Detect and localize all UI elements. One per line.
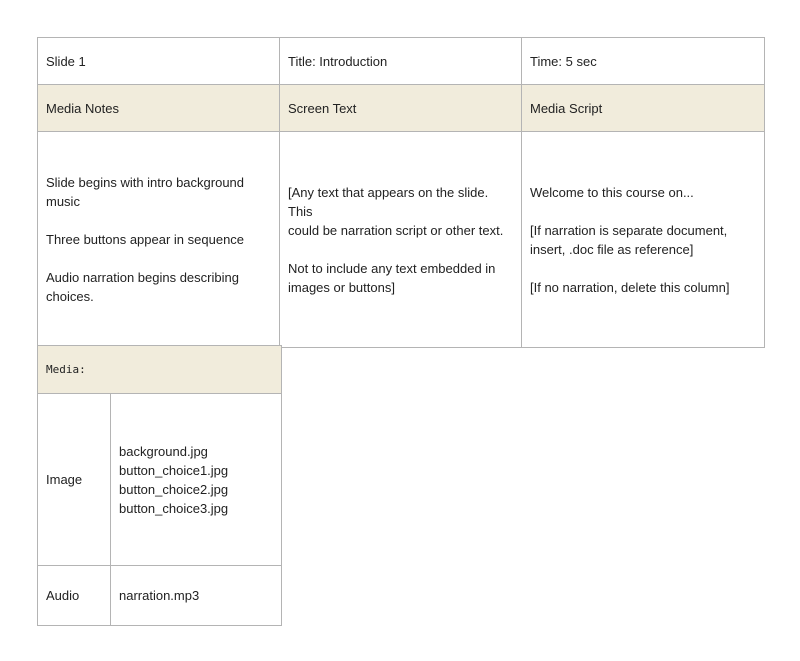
slide-time: Time: 5 sec	[522, 38, 765, 85]
image-label: Image	[38, 394, 111, 566]
image-file: button_choice1.jpg	[119, 462, 229, 478]
media-note: Slide begins with intro background music	[46, 175, 245, 209]
storyboard-table	[37, 37, 765, 348]
image-file: button_choice3.jpg	[119, 500, 229, 516]
media-table	[37, 345, 282, 626]
media-note: Three buttons appear in sequence	[46, 232, 245, 247]
slide-title: Title: Introduction	[280, 38, 522, 85]
column-header-row	[38, 85, 765, 132]
content-row	[38, 132, 765, 348]
media-script-paragraph: [If narration is separate document, insert, .doc file as reference]	[530, 222, 728, 257]
image-file-list	[119, 442, 273, 518]
media-notes-header: Media Notes	[38, 85, 280, 132]
slide-number: Slide 1	[38, 38, 280, 85]
media-header: Media:	[38, 346, 282, 394]
audio-file: narration.mp3	[111, 566, 282, 626]
media-script-header: Media Script	[522, 85, 765, 132]
media-script-paragraph: [If no narration, delete this column]	[530, 279, 730, 295]
image-file: button_choice2.jpg	[119, 481, 229, 497]
image-files-cell	[111, 394, 282, 566]
screen-text-header: Screen Text	[280, 85, 522, 132]
media-script-cell	[522, 132, 765, 348]
audio-row	[38, 566, 282, 626]
image-file: background.jpg	[119, 443, 208, 459]
audio-label: Audio	[38, 566, 111, 626]
media-note: Audio narration begins describing choices.	[46, 270, 239, 304]
screen-text-paragraph: [Any text that appears on the slide. This could be narration script or other text.	[288, 184, 504, 238]
media-script-paragraph: Welcome to this course on...	[530, 184, 694, 200]
screen-text-cell	[280, 132, 522, 348]
screen-text-paragraph: Not to include any text embedded in images or buttons]	[288, 260, 496, 295]
slide-info-row	[38, 38, 765, 85]
image-row	[38, 394, 282, 566]
media-notes-cell	[38, 132, 280, 348]
media-header-row	[38, 346, 282, 394]
